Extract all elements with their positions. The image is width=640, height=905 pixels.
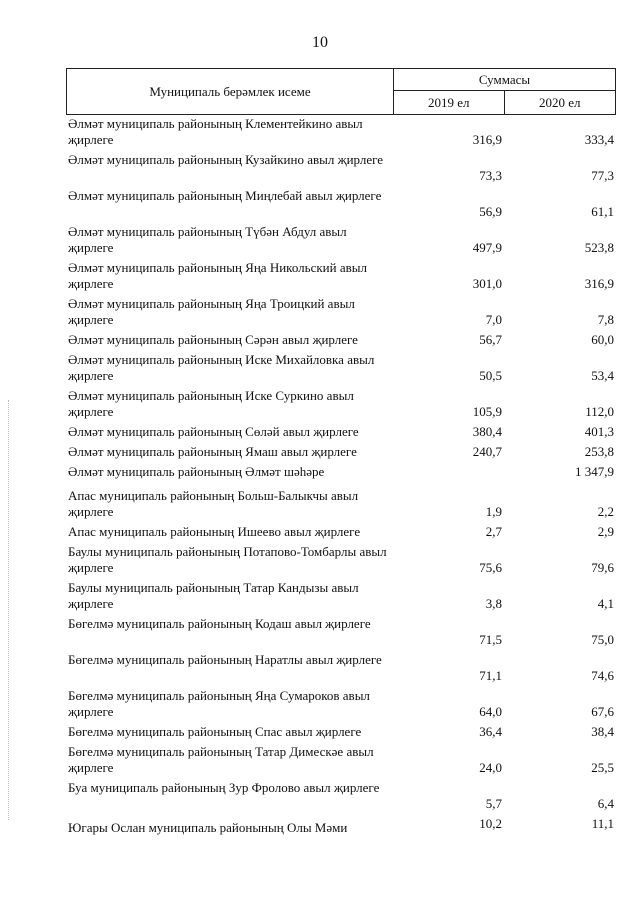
value-2020: 75,0 [591, 632, 614, 647]
row-name: Бөгелмә муниципаль районының Кодаш авыл җирлеге [68, 616, 371, 631]
value-2020: 333,4 [584, 132, 614, 147]
row-name: Әлмәт муниципаль районының Клементейкино авыл җирлеге [68, 116, 363, 147]
value-2020: 523,8 [584, 240, 614, 255]
page-number: 10 [312, 34, 328, 51]
value-2020: 2,9 [597, 524, 614, 539]
table-row [66, 816, 616, 840]
row-name: Әлмәт муниципаль районының Әлмәт шәһәре [68, 464, 325, 479]
row-name: Әлмәт муниципаль районының Сәрән авыл җирлеге [68, 332, 358, 347]
table-row [66, 616, 616, 652]
value-2020: 25,5 [591, 760, 614, 775]
table-row [66, 652, 616, 688]
value-2020: 60,0 [591, 332, 614, 347]
value-2020: 67,6 [591, 704, 614, 719]
column-header-2019: 2019 ел [394, 91, 505, 114]
table-row [66, 116, 616, 152]
value-2019: 2,7 [485, 524, 502, 539]
value-2019: 3,8 [485, 596, 502, 611]
value-2020: 253,8 [584, 444, 614, 459]
value-2020: 6,4 [597, 796, 614, 811]
value-2019: 75,6 [479, 560, 502, 575]
table-header [66, 68, 616, 115]
value-2020: 74,6 [591, 668, 614, 683]
row-name: Әлмәт муниципаль районының Миңлебай авыл җирлеге [68, 188, 382, 203]
table-row [66, 580, 616, 616]
value-2020: 7,8 [597, 312, 614, 327]
value-2019: 240,7 [472, 444, 502, 459]
table-body [66, 116, 616, 840]
table-row [66, 352, 616, 388]
row-name: Әлмәт муниципаль районының Кузайкино авыл җирлеге [68, 152, 384, 167]
table-row [66, 152, 616, 188]
table-row [66, 424, 616, 444]
row-name: Югары Ослан муниципаль районының Олы Мәми [68, 820, 348, 835]
value-2019: 380,4 [472, 424, 502, 439]
table-row [66, 188, 616, 224]
table-row [66, 488, 616, 524]
row-name: Бөгелмә муниципаль районының Наратлы авыл җирлеге [68, 652, 382, 667]
table-row [66, 688, 616, 724]
row-name: Әлмәт муниципаль районының Яңа Троицкий авыл җирлеге [68, 296, 355, 327]
column-header-sum: Суммасы [394, 69, 615, 91]
row-name: Бөгелмә муниципаль районының Спас авыл җирлеге [68, 724, 362, 739]
value-2020: 61,1 [591, 204, 614, 219]
row-name: Әлмәт муниципаль районының Иске Михайловка авыл җирлеге [68, 352, 375, 383]
table-row [66, 544, 616, 580]
value-2019: 71,5 [479, 632, 502, 647]
value-2019: 50,5 [479, 368, 502, 383]
value-2019: 301,0 [472, 276, 502, 291]
value-2020: 2,2 [597, 504, 614, 519]
row-name: Әлмәт муниципаль районының Яңа Никольский авыл җирлеге [68, 260, 367, 291]
value-2019: 36,4 [479, 724, 502, 739]
row-name: Буа муниципаль районының Зур Фролово авыл җирлеге [68, 780, 380, 795]
row-name: Баулы муниципаль районының Татар Кандызы авыл җирлеге [68, 580, 359, 611]
value-2020: 11,1 [591, 816, 614, 831]
table-row [66, 724, 616, 744]
table-row [66, 296, 616, 332]
table-row [66, 260, 616, 296]
row-name: Апас муниципаль районының Больш-Балыкчы авыл җирлеге [68, 488, 359, 519]
table-row [66, 780, 616, 820]
value-2020: 112,0 [585, 404, 614, 419]
table-row [66, 224, 616, 260]
value-2020: 1 347,9 [575, 464, 614, 479]
value-2019: 24,0 [479, 760, 502, 775]
value-2019: 316,9 [472, 132, 502, 147]
table-row [66, 388, 616, 424]
value-2020: 77,3 [591, 168, 614, 183]
value-2020: 4,1 [597, 596, 614, 611]
row-name: Әлмәт муниципаль районының Ямаш авыл җирлеге [68, 444, 357, 459]
value-2020: 401,3 [584, 424, 614, 439]
table-row [66, 744, 616, 780]
column-header-sums [394, 69, 615, 114]
value-2020: 53,4 [591, 368, 614, 383]
margin-scan-marks [8, 400, 11, 820]
table-row [66, 524, 616, 544]
row-name: Әлмәт муниципаль районының Түбән Абдул авыл җирлеге [68, 224, 347, 255]
value-2019: 10,2 [479, 816, 502, 831]
value-2019: 56,9 [479, 204, 502, 219]
table-row [66, 464, 616, 488]
value-2019: 7,0 [485, 312, 502, 327]
value-2019: 71,1 [479, 668, 502, 683]
value-2019: 5,7 [485, 796, 502, 811]
table-row [66, 444, 616, 464]
value-2019: 105,9 [472, 404, 502, 419]
value-2020: 38,4 [591, 724, 614, 739]
value-2019: 56,7 [479, 332, 502, 347]
value-2020: 79,6 [591, 560, 614, 575]
value-2019: 1,9 [485, 504, 502, 519]
table-row [66, 332, 616, 352]
row-name: Апас муниципаль районының Ишеево авыл җирлеге [68, 524, 361, 539]
row-name: Баулы муниципаль районының Потапово-Томбарлы авыл җирлеге [68, 544, 387, 575]
row-name: Әлмәт муниципаль районының Сөләй авыл җирлеге [68, 424, 359, 439]
column-header-2020: 2020 ел [538, 94, 581, 110]
value-2019: 73,3 [479, 168, 502, 183]
column-header-years [394, 91, 615, 114]
row-name: Бөгелмә муниципаль районының Татар Димескәе авыл җирлеге [68, 744, 374, 775]
row-name: Бөгелмә муниципаль районының Яңа Сумароков авыл җирлеге [68, 688, 370, 719]
value-2020: 316,9 [584, 276, 614, 291]
value-2019: 64,0 [479, 704, 502, 719]
row-name: Әлмәт муниципаль районының Иске Суркино авыл җирлеге [68, 388, 354, 419]
value-2019: 497,9 [472, 240, 502, 255]
column-header-name: Муниципаль берәмлек исеме [67, 69, 394, 114]
